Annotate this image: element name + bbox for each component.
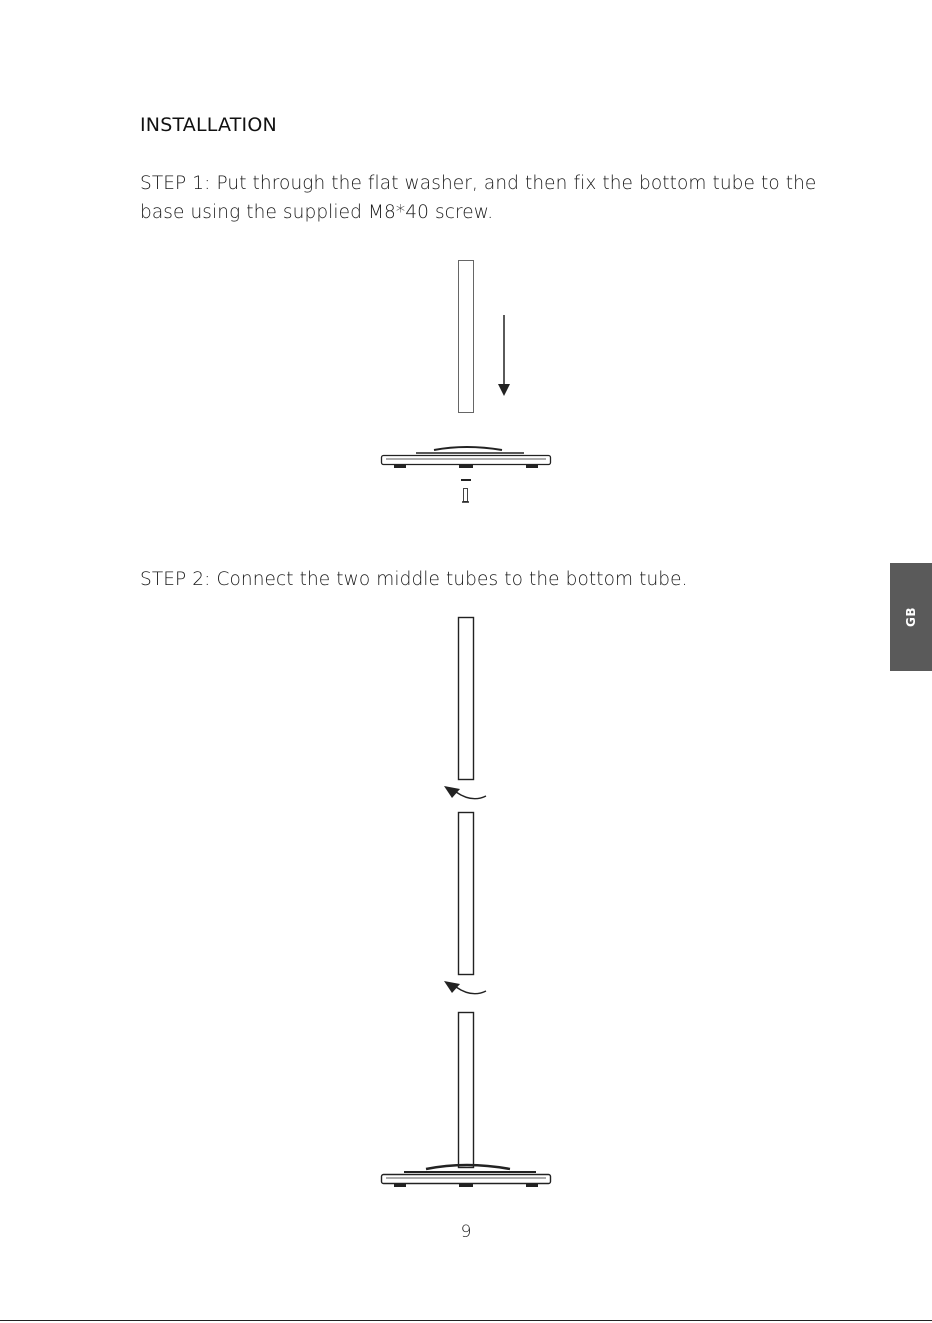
middle-tube-lower-shape	[459, 813, 474, 975]
bottom-tube-shape	[459, 1013, 474, 1168]
step-2-text: STEP 2: Connect the two middle tubes to the bottom tube.	[140, 569, 688, 590]
rotate-arrow-1-head	[444, 786, 460, 798]
down-arrow-head	[498, 384, 510, 396]
step-2-illustration	[370, 608, 570, 1198]
language-tab	[890, 563, 932, 671]
step-1-illustration	[370, 250, 570, 520]
rotate-arrow-2	[456, 987, 486, 994]
rotate-arrow-2-head	[444, 981, 460, 993]
middle-tube-upper-shape	[459, 618, 474, 780]
language-tab-label: GB	[904, 607, 918, 627]
washer-shape	[461, 479, 471, 481]
section-heading: INSTALLATION	[140, 114, 277, 136]
bottom-tube-shape	[459, 261, 474, 413]
step-1-text: STEP 1: Put through the flat washer, and then fix the bottom tube to the base using the supplied M8*40 screw.	[140, 173, 817, 223]
screw-shape	[462, 489, 469, 503]
bottom-divider	[0, 1320, 932, 1321]
base-shape	[382, 1165, 551, 1187]
rotate-arrow-1	[456, 792, 486, 799]
base-shape	[382, 447, 551, 468]
page-number: 9	[460, 1222, 472, 1242]
